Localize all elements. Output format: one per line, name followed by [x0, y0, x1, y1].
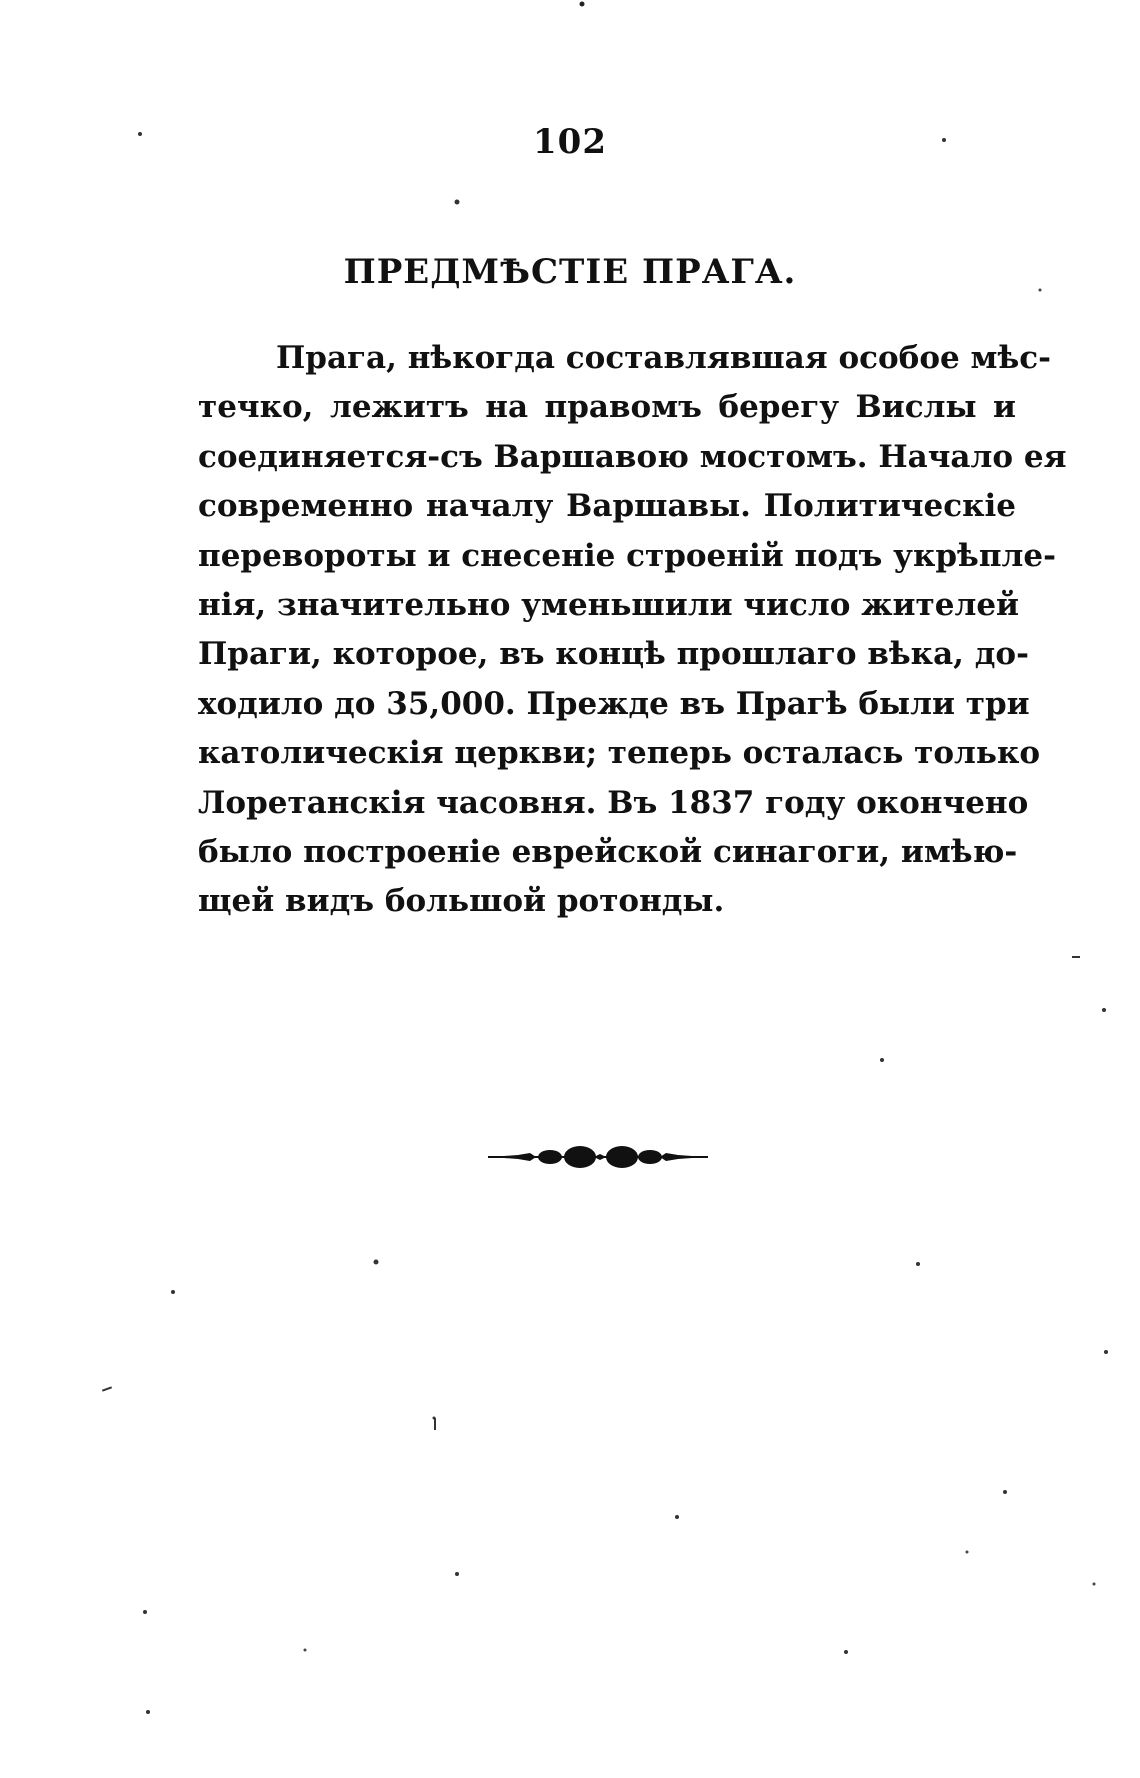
text-line: течко, лежитъ на правомъ берегу Вислы и: [198, 389, 1016, 426]
text-line: ходило до 35,000. Прежде въ Прагѣ были три: [198, 685, 1030, 722]
text-line: было построеніе еврейской синагоги, имѣю-: [198, 833, 1018, 870]
text-line: перевороты и снесеніе строеній подъ укрѣпле-: [198, 537, 1056, 574]
text-line: католическія церкви; теперь осталась только: [198, 735, 1041, 772]
text-line: нія, значительно уменьшили число жителей: [198, 586, 1020, 623]
page-number: 102: [533, 122, 607, 162]
section-title: ПРЕДМѢСТІЕ ПРАГА.: [343, 252, 797, 292]
text-line: щей видъ большой ротонды.: [198, 883, 725, 920]
text-line: соединяется-съ Варшавою мостомъ. Начало ея: [198, 438, 1067, 475]
text-line: Лоретанскія часовня. Въ 1837 году окончено: [198, 784, 1029, 821]
text-line: Праги, которое, въ концѣ прошлаго вѣка, до-: [198, 636, 1029, 673]
text-line: Прага, нѣкогда составлявшая особое мѣс-: [276, 340, 1052, 376]
text-line: современно началу Варшавы. Политическіе: [198, 488, 1016, 525]
